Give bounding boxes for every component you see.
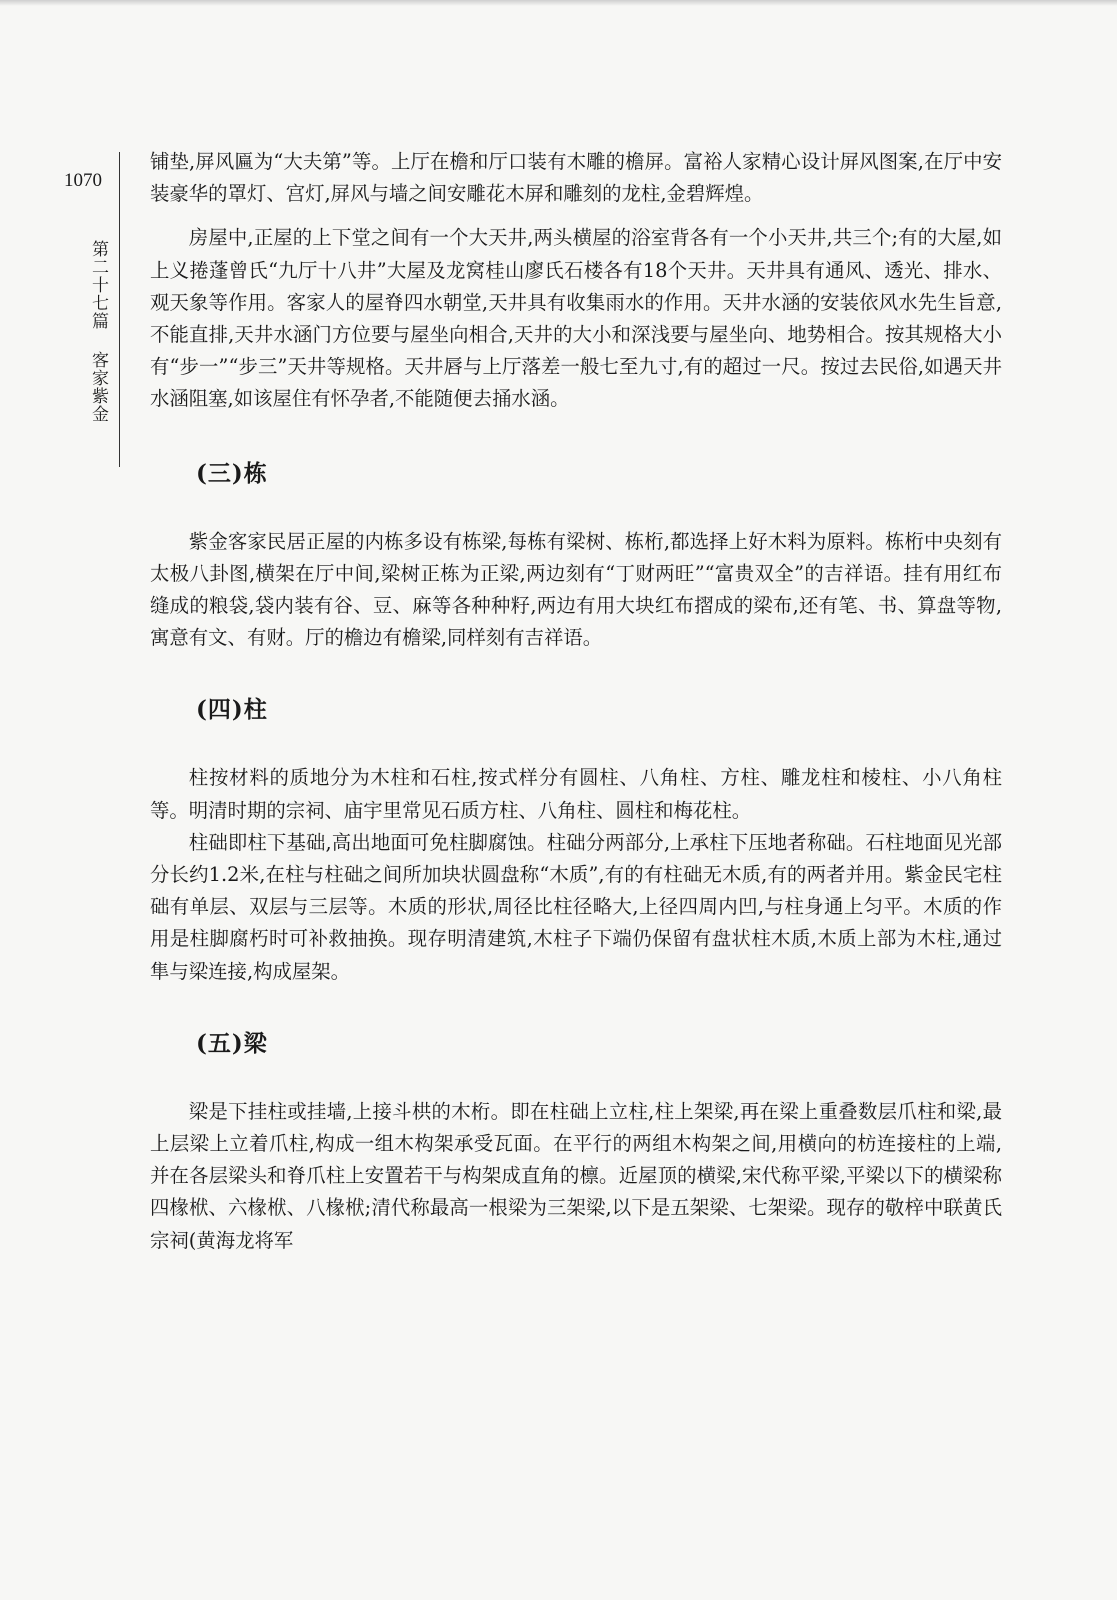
page-number: 1070 bbox=[64, 170, 102, 191]
scan-top-edge bbox=[0, 0, 1117, 6]
paragraph: 房屋中,正屋的上下堂之间有一个大天井,两头横屋的浴室背各有一个小天井,共三个;有的大屋,如上义捲蓬曾氏“九厅十八井”大屋及龙窝桂山廖氏石楼各有18个天井。天井具有通风、透光、排水、观天象等作用。客家人的屋脊四水朝堂,天井具有收集雨水的作用。天井水涵的安装依风水先生旨意,不能直排,天井水涵门方位要与屋坐向相合,天井的大小和深浅要与屋坐向、地势相合。按其规格大小有“步一”“步三”天井等规格。天井唇与上厅落差一般七至九寸,有的超过一尺。按过去民俗,如遇天井水涵阻塞,如该屋住有怀孕者,不能随便去捅水涵。 bbox=[150, 226, 1002, 411]
paragraph: 紫金客家民居正屋的内栋多设有栋梁,每栋有梁树、栋桁,都选择上好木料为原料。栋桁中央刻有太极八卦图,横架在厅中间,梁树正栋为正梁,两边刻有“丁财两旺”“富贵双全”的吉祥语。挂有用红布缝成的粮袋,袋内装有谷、豆、麻等各种种籽,两边有用大块红布摺成的梁布,还有笔、书、算盘等物,寓意有文、有财。厅的檐边有檐梁,同样刻有吉祥语。 bbox=[150, 529, 1002, 650]
paragraph: 柱础即柱下基础,高出地面可免柱脚腐蚀。柱础分两部分,上承柱下压地者称础。石柱地面见光部分长约1.2米,在柱与柱础之间所加块状圆盘称“木质”,有的有柱础无木质,有的两者并用。紫金民宅柱础有单层、双层与三层等。木质的形状,周径比柱径略大,上径四周内凹,与柱身通上匀平。木质的作用是柱脚腐朽时可补救抽换。现存明清建筑,木柱子下端仍保留有盘状柱木质,木质上部为木柱,通过隼与梁连接,构成屋架。 bbox=[150, 830, 1002, 983]
body-text bbox=[150, 146, 1002, 1257]
paragraph: 铺垫,屏风匾为“大夫第”等。上厅在檐和厅口装有木雕的檐屏。富裕人家精心设计屏风图案,在厅中安装豪华的罩灯、宫灯,屏风与墙之间安雕花木屏和雕刻的龙柱,金碧辉煌。 bbox=[150, 150, 1002, 206]
paragraph: 梁是下挂柱或挂墙,上接斗栱的木桁。即在柱础上立柱,柱上架梁,再在梁上重叠数层爪柱和梁,最上层梁上立着爪柱,构成一组木构架承受瓦面。在平行的两组木构架之间,用横向的枋连接柱的上端,并在各层梁头和脊爪柱上安置若干与构架成直角的檩。近屋顶的横梁,宋代称平梁,平梁以下的横梁称四椽栿、六椽栿、八椽栿;清代称最高一根梁为三架梁,以下是五架梁、七架梁。现存的敬梓中联黄氏宗祠(黄海龙将军 bbox=[150, 1099, 1002, 1252]
section-heading: (五)梁 bbox=[196, 1029, 268, 1057]
margin-rule bbox=[119, 152, 120, 467]
section-heading: (四)柱 bbox=[196, 696, 268, 724]
paragraph: 柱按材料的质地分为木柱和石柱,按式样分有圆柱、八角柱、方柱、雕龙柱和棱柱、小八角柱等。明清时期的宗祠、庙宇里常见石质方柱、八角柱、圆柱和梅花柱。 bbox=[150, 766, 1002, 822]
running-head: 第二十七篇 客家紫金 bbox=[88, 240, 108, 423]
section-heading: (三)栋 bbox=[196, 459, 268, 487]
